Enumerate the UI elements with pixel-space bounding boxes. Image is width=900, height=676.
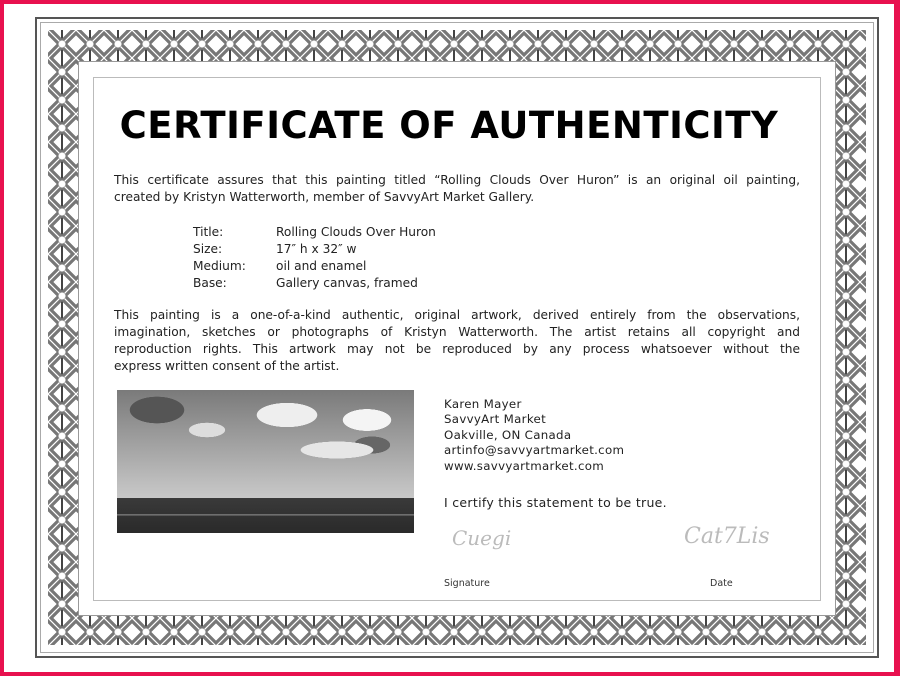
contact-organization: SavvyArt Market	[444, 412, 547, 427]
painting-image	[117, 390, 414, 533]
detail-label: Size:	[193, 242, 223, 256]
contact-name: Karen Mayer	[444, 397, 522, 411]
rights-line: express written consent of the artist.	[114, 359, 340, 373]
contact-email: artinfo@savvyartmarket.com	[444, 443, 625, 458]
intro-line: created by Kristyn Watterworth, member of SavvyArt Market Gallery.	[114, 190, 535, 204]
rights-line: This painting is a one-of-a-kind authentic, original artwork, derived entirely from the observations,	[114, 308, 800, 322]
detail-value: Rolling Clouds Over Huron	[276, 225, 436, 239]
certify-statement: I certify this statement to be true.	[444, 495, 667, 510]
detail-row-size	[193, 241, 436, 258]
detail-row-base	[193, 275, 436, 292]
detail-value: 17″ h x 32″ w	[276, 242, 357, 256]
painting-sky	[117, 390, 414, 498]
detail-row-title	[193, 224, 436, 241]
certificate-page	[4, 4, 894, 672]
artwork-details	[193, 224, 436, 292]
signature-label: Signature	[444, 578, 490, 589]
date-handwriting: Cat7Lis	[684, 524, 770, 549]
intro-paragraph	[114, 172, 800, 206]
detail-label: Base:	[193, 276, 227, 290]
detail-label: Title:	[193, 225, 224, 239]
detail-row-medium	[193, 258, 436, 275]
detail-value: Gallery canvas, framed	[276, 276, 418, 290]
signature-handwriting: Cuegi	[452, 526, 512, 550]
detail-value: oil and enamel	[276, 259, 367, 273]
contact-block	[444, 397, 624, 474]
date-label: Date	[710, 578, 733, 589]
painting-sea	[117, 498, 414, 533]
rights-line: reproduction rights. This artwork may not be reproduced by any process whatsoever without the	[114, 342, 800, 356]
detail-label: Medium:	[193, 259, 246, 273]
intro-line: This certificate assures that this painting titled “Rolling Clouds Over Huron” is an original oil painting,	[114, 173, 800, 187]
certificate-title: CERTIFICATE OF AUTHENTICITY	[119, 104, 779, 147]
rights-paragraph	[114, 307, 800, 375]
rights-line: imagination, sketches or photographs of Kristyn Watterworth. The artist retains all copyright and	[114, 325, 800, 339]
contact-location: Oakville, ON Canada	[444, 427, 572, 442]
contact-website: www.savvyartmarket.com	[444, 458, 605, 473]
